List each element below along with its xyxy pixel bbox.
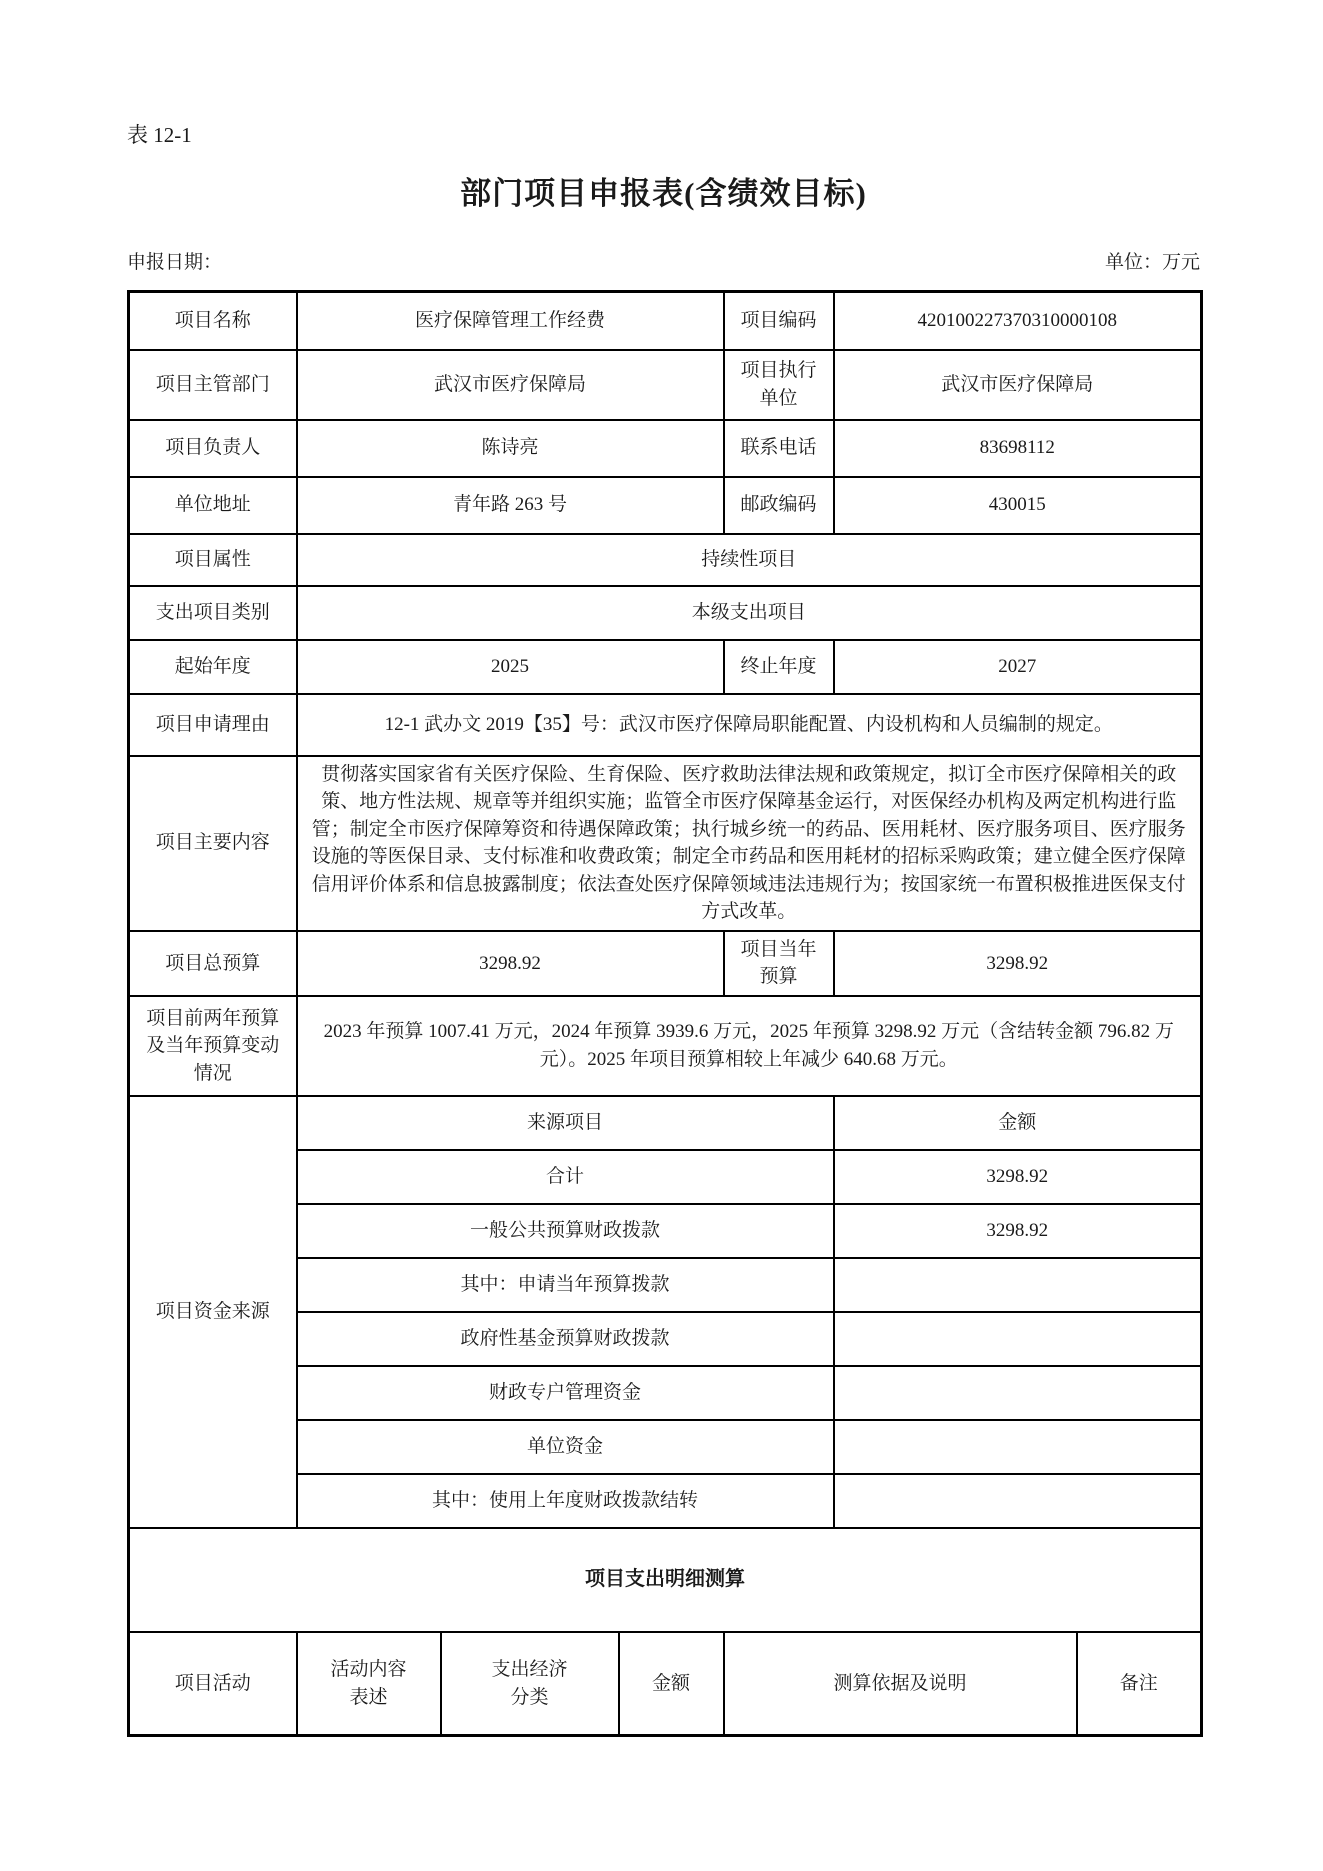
field-value-phone: 83698112 xyxy=(834,420,1202,477)
field-label-end-year: 终止年度 xyxy=(724,640,834,694)
table-row xyxy=(129,292,1202,350)
field-label-main-content: 项目主要内容 xyxy=(129,756,297,931)
funding-amount-total: 3298.92 xyxy=(834,1150,1202,1204)
funding-source-carryover: 其中：使用上年度财政拨款结转 xyxy=(297,1474,834,1528)
table-row xyxy=(129,931,1202,996)
sheet-label: 表 12-1 xyxy=(127,123,192,147)
field-value-project-attribute: 持续性项目 xyxy=(297,534,1202,586)
table-row xyxy=(129,640,1202,694)
detail-header-economic-classification: 支出经济分类 xyxy=(441,1632,619,1736)
field-label-start-year: 起始年度 xyxy=(129,640,297,694)
field-label-funding-source: 项目资金来源 xyxy=(129,1096,297,1528)
funding-source-fiscal-special-account: 财政专户管理资金 xyxy=(297,1366,834,1420)
funding-amount-current-year-appropriation xyxy=(834,1258,1202,1312)
table-row xyxy=(129,1632,1202,1736)
table-row xyxy=(129,1096,1202,1150)
detail-header-project-activity: 项目活动 xyxy=(129,1632,297,1736)
field-label-supervising-dept: 项目主管部门 xyxy=(129,350,297,420)
funding-header-amount: 金额 xyxy=(834,1096,1202,1150)
funding-header-source: 来源项目 xyxy=(297,1096,834,1150)
table-row xyxy=(129,996,1202,1096)
field-value-supervising-dept: 武汉市医疗保障局 xyxy=(297,350,724,420)
field-value-expenditure-category: 本级支出项目 xyxy=(297,586,1202,640)
field-value-project-code: 420100227370310000108 xyxy=(834,292,1202,350)
field-value-current-year-budget: 3298.92 xyxy=(834,931,1202,996)
field-value-budget-history: 2023 年预算 1007.41 万元，2024 年预算 3939.6 万元，2025 年预算 3298.92 万元（含结转金额 796.82 万元）。2025 年项目预算相较上年减少 640.68 万元。 xyxy=(297,996,1202,1096)
funding-amount-general-public: 3298.92 xyxy=(834,1204,1202,1258)
field-label-project-attribute: 项目属性 xyxy=(129,534,297,586)
funding-amount-government-fund xyxy=(834,1312,1202,1366)
field-value-project-name: 医疗保障管理工作经费 xyxy=(297,292,724,350)
field-label-phone: 联系电话 xyxy=(724,420,834,477)
field-value-project-leader: 陈诗亮 xyxy=(297,420,724,477)
detail-header-activity-description: 活动内容表述 xyxy=(297,1632,441,1736)
detail-header-amount: 金额 xyxy=(619,1632,724,1736)
field-value-postal-code: 430015 xyxy=(834,477,1202,534)
section-title-expenditure-detail: 项目支出明细测算 xyxy=(129,1528,1202,1632)
unit-note: 单位：万元 xyxy=(1104,252,1200,273)
field-label-project-code: 项目编码 xyxy=(724,292,834,350)
field-label-unit-address: 单位地址 xyxy=(129,477,297,534)
field-value-unit-address: 青年路 263 号 xyxy=(297,477,724,534)
table-row xyxy=(129,477,1202,534)
field-value-total-budget: 3298.92 xyxy=(297,931,724,996)
table-row xyxy=(129,534,1202,586)
application-form-table xyxy=(127,290,1203,1737)
field-label-total-budget: 项目总预算 xyxy=(129,931,297,996)
field-value-executing-unit: 武汉市医疗保障局 xyxy=(834,350,1202,420)
field-label-expenditure-category: 支出项目类别 xyxy=(129,586,297,640)
field-label-application-reason: 项目申请理由 xyxy=(129,694,297,756)
funding-source-current-year-appropriation: 其中：申请当年预算拨款 xyxy=(297,1258,834,1312)
field-value-start-year: 2025 xyxy=(297,640,724,694)
field-label-executing-unit: 项目执行单位 xyxy=(724,350,834,420)
funding-amount-fiscal-special-account xyxy=(834,1366,1202,1420)
funding-source-total: 合计 xyxy=(297,1150,834,1204)
field-label-current-year-budget: 项目当年预算 xyxy=(724,931,834,996)
field-label-budget-history: 项目前两年预算及当年预算变动情况 xyxy=(129,996,297,1096)
table-row xyxy=(129,694,1202,756)
table-row xyxy=(129,420,1202,477)
field-label-project-leader: 项目负责人 xyxy=(129,420,297,477)
funding-source-general-public: 一般公共预算财政拨款 xyxy=(297,1204,834,1258)
field-label-project-name: 项目名称 xyxy=(129,292,297,350)
table-row xyxy=(129,756,1202,931)
field-value-application-reason: 12-1 武办文 2019【35】号：武汉市医疗保障局职能配置、内设机构和人员编制的规定。 xyxy=(297,694,1202,756)
field-value-end-year: 2027 xyxy=(834,640,1202,694)
table-row xyxy=(129,586,1202,640)
table-row xyxy=(129,350,1202,420)
report-date-label: 申报日期： xyxy=(127,252,223,273)
meta-line xyxy=(127,247,1200,274)
field-label-postal-code: 邮政编码 xyxy=(724,477,834,534)
funding-amount-unit-funds xyxy=(834,1420,1202,1474)
table-row xyxy=(129,1528,1202,1632)
funding-source-unit-funds: 单位资金 xyxy=(297,1420,834,1474)
field-value-main-content: 贯彻落实国家省有关医疗保险、生育保险、医疗救助法律法规和政策规定，拟订全市医疗保障相关的政策、地方性法规、规章等并组织实施；监管全市医疗保障基金运行，对医保经办机构及两定机构进行监管；制定全市医疗保障筹资和待遇保障政策；执行城乡统一的药品、医用耗材、医疗服务项目、医疗服务设施的等医保目录、支付标准和收费政策；制定全市药品和医用耗材的招标采购政策；建立健全医疗保障信用评价体系和信息披露制度；依法查处医疗保障领域违法违规行为；按国家统一布置积极推进医保支付方式改革。 xyxy=(297,756,1202,931)
detail-header-remarks: 备注 xyxy=(1077,1632,1202,1736)
funding-source-government-fund: 政府性基金预算财政拨款 xyxy=(297,1312,834,1366)
funding-amount-carryover xyxy=(834,1474,1202,1528)
page-title: 部门项目申报表(含绩效目标) xyxy=(460,176,867,211)
detail-header-calculation-basis: 测算依据及说明 xyxy=(724,1632,1077,1736)
